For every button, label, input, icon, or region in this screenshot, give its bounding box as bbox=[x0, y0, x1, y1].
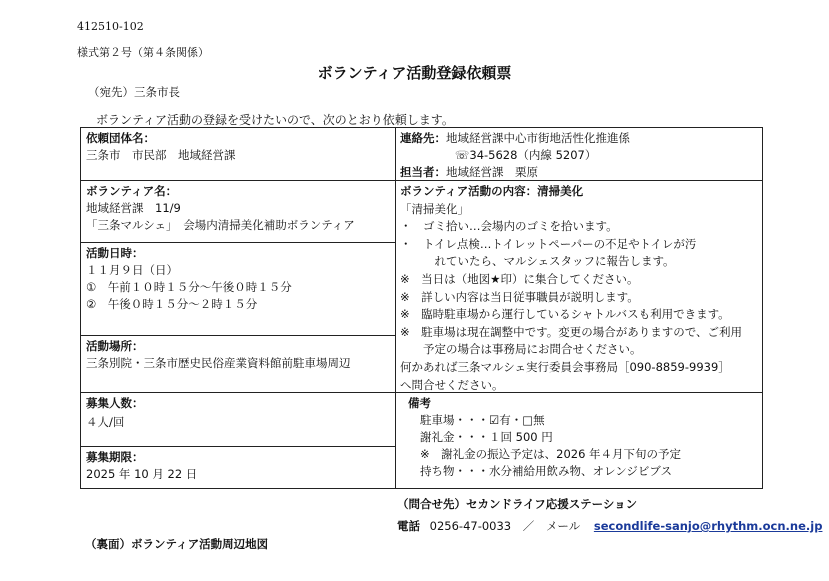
row-divider bbox=[81, 446, 395, 447]
notes-line: 持ち物・・・水分補給用飲み物、オレンジビブス bbox=[420, 464, 672, 478]
activity-line: ※ 当日は（地図★印）に集合してください。 bbox=[400, 271, 639, 286]
inquiry-contact-line bbox=[397, 518, 822, 534]
org-value: 三条市 市民部 地域経営課 bbox=[86, 148, 236, 162]
activity-line: へ問合せください。 bbox=[400, 377, 504, 392]
activity-cell bbox=[400, 183, 742, 394]
place-label: 活動場所： bbox=[86, 339, 144, 353]
activity-line: 予定の場合は事務局にお問合せください。 bbox=[400, 342, 642, 357]
phone-label: 電話 bbox=[397, 519, 420, 533]
activity-line: ・ トイレ点検…トイレットペーパーの不足やトイレが汚 bbox=[400, 236, 697, 251]
activity-line: 何かあれば三条マルシェ実行委員会事務局［090-8859-9939］ bbox=[400, 359, 730, 374]
activity-line: ※ 臨時駐車場から運行しているシャトルバスも利用できます。 bbox=[400, 307, 730, 322]
document-id: 412510-102 bbox=[77, 20, 144, 33]
notes-line: ※ 謝礼金の振込予定は、2026 年４月下旬の予定 bbox=[420, 447, 682, 461]
org-label: 依頼団体名： bbox=[86, 131, 155, 145]
column-divider bbox=[395, 128, 396, 488]
datetime-label: 活動日時： bbox=[86, 246, 144, 260]
period-label: 募集期限： bbox=[86, 450, 144, 464]
datetime-line: ① 午前１０時１５分～午後０時１５分 bbox=[86, 280, 292, 294]
row-divider bbox=[81, 180, 395, 181]
person-label: 担当者： bbox=[400, 165, 446, 179]
activity-line: ※ 詳しい内容は当日従事職員が説明します。 bbox=[400, 289, 639, 304]
datetime-line: ② 午後０時１５分～２時１５分 bbox=[86, 297, 258, 311]
page-title: ボランティア活動登録依頼票 bbox=[317, 64, 512, 82]
row-divider bbox=[81, 392, 395, 393]
volunteer-line1: 地域経営課 11/9 bbox=[86, 201, 181, 215]
volunteer-label: ボランティア名： bbox=[86, 184, 178, 198]
org-cell bbox=[86, 130, 236, 164]
inquiry-label: （問合せ先）セカンドライフ応援ステーション bbox=[397, 497, 638, 511]
activity-line: 「清掃美化」 bbox=[400, 201, 469, 216]
contact-label: 連絡先： bbox=[400, 131, 446, 145]
notes-line: 謝礼金・・・１回 500 円 bbox=[420, 430, 553, 444]
place-cell bbox=[86, 338, 351, 372]
contact-tel: ☏34-5628（内線 5207） bbox=[455, 148, 597, 162]
notes-line: 駐車場・・・☑有・□無 bbox=[420, 413, 545, 427]
row-divider bbox=[81, 242, 395, 243]
period-cell bbox=[86, 449, 197, 483]
datetime-line: １１月９日（日） bbox=[86, 263, 178, 277]
recruit-cell bbox=[86, 395, 144, 431]
activity-line: ※ 駐車場は現在調整中です。変更の場合がありますので、ご利用 bbox=[400, 324, 742, 339]
person-value: 地域経営課 栗原 bbox=[446, 165, 538, 179]
email-link[interactable]: secondlife-sanjo@rhythm.ocn.ne.jp bbox=[593, 519, 823, 533]
mail-label: メール bbox=[545, 519, 581, 533]
addressee: （宛先）三条市長 bbox=[88, 85, 180, 99]
datetime-cell bbox=[86, 245, 292, 313]
period-value: 2025 年 10 月 22 日 bbox=[86, 467, 198, 481]
activity-label: ボランティア活動の内容： bbox=[400, 184, 538, 198]
activity-label-value: 清掃美化 bbox=[537, 184, 584, 198]
map-title: （裏面）ボランティア活動周辺地図 bbox=[85, 537, 269, 551]
row-divider bbox=[81, 335, 395, 336]
separator: ／ bbox=[522, 519, 535, 533]
activity-line: ・ ゴミ拾い…会場内のゴミを拾います。 bbox=[400, 219, 618, 234]
place-value: 三条別院・三条市歴史民俗産業資料館前駐車場周辺 bbox=[86, 356, 351, 370]
request-form-table bbox=[80, 127, 763, 489]
form-number: 様式第２号（第４条関係） bbox=[77, 46, 209, 59]
recruit-value: ４人/回 bbox=[86, 415, 125, 429]
notes-label: 備考 bbox=[408, 396, 431, 410]
recruit-label: 募集人数： bbox=[86, 396, 144, 410]
contact-value: 地域経営課中心市街地活性化推進係 bbox=[446, 131, 630, 145]
volunteer-line2: 「三条マルシェ」 会場内清掃美化補助ボランティア bbox=[86, 218, 355, 232]
phone-number: 0256-47-0033 bbox=[429, 519, 512, 533]
contact-cell bbox=[400, 130, 630, 181]
volunteer-cell bbox=[86, 183, 355, 234]
activity-line: れていたら、マルシェスタッフに報告します。 bbox=[400, 254, 675, 269]
intro-text: ボランティア活動の登録を受けたいので、次のとおり依頼します。 bbox=[96, 113, 454, 127]
notes-cell bbox=[408, 395, 681, 480]
